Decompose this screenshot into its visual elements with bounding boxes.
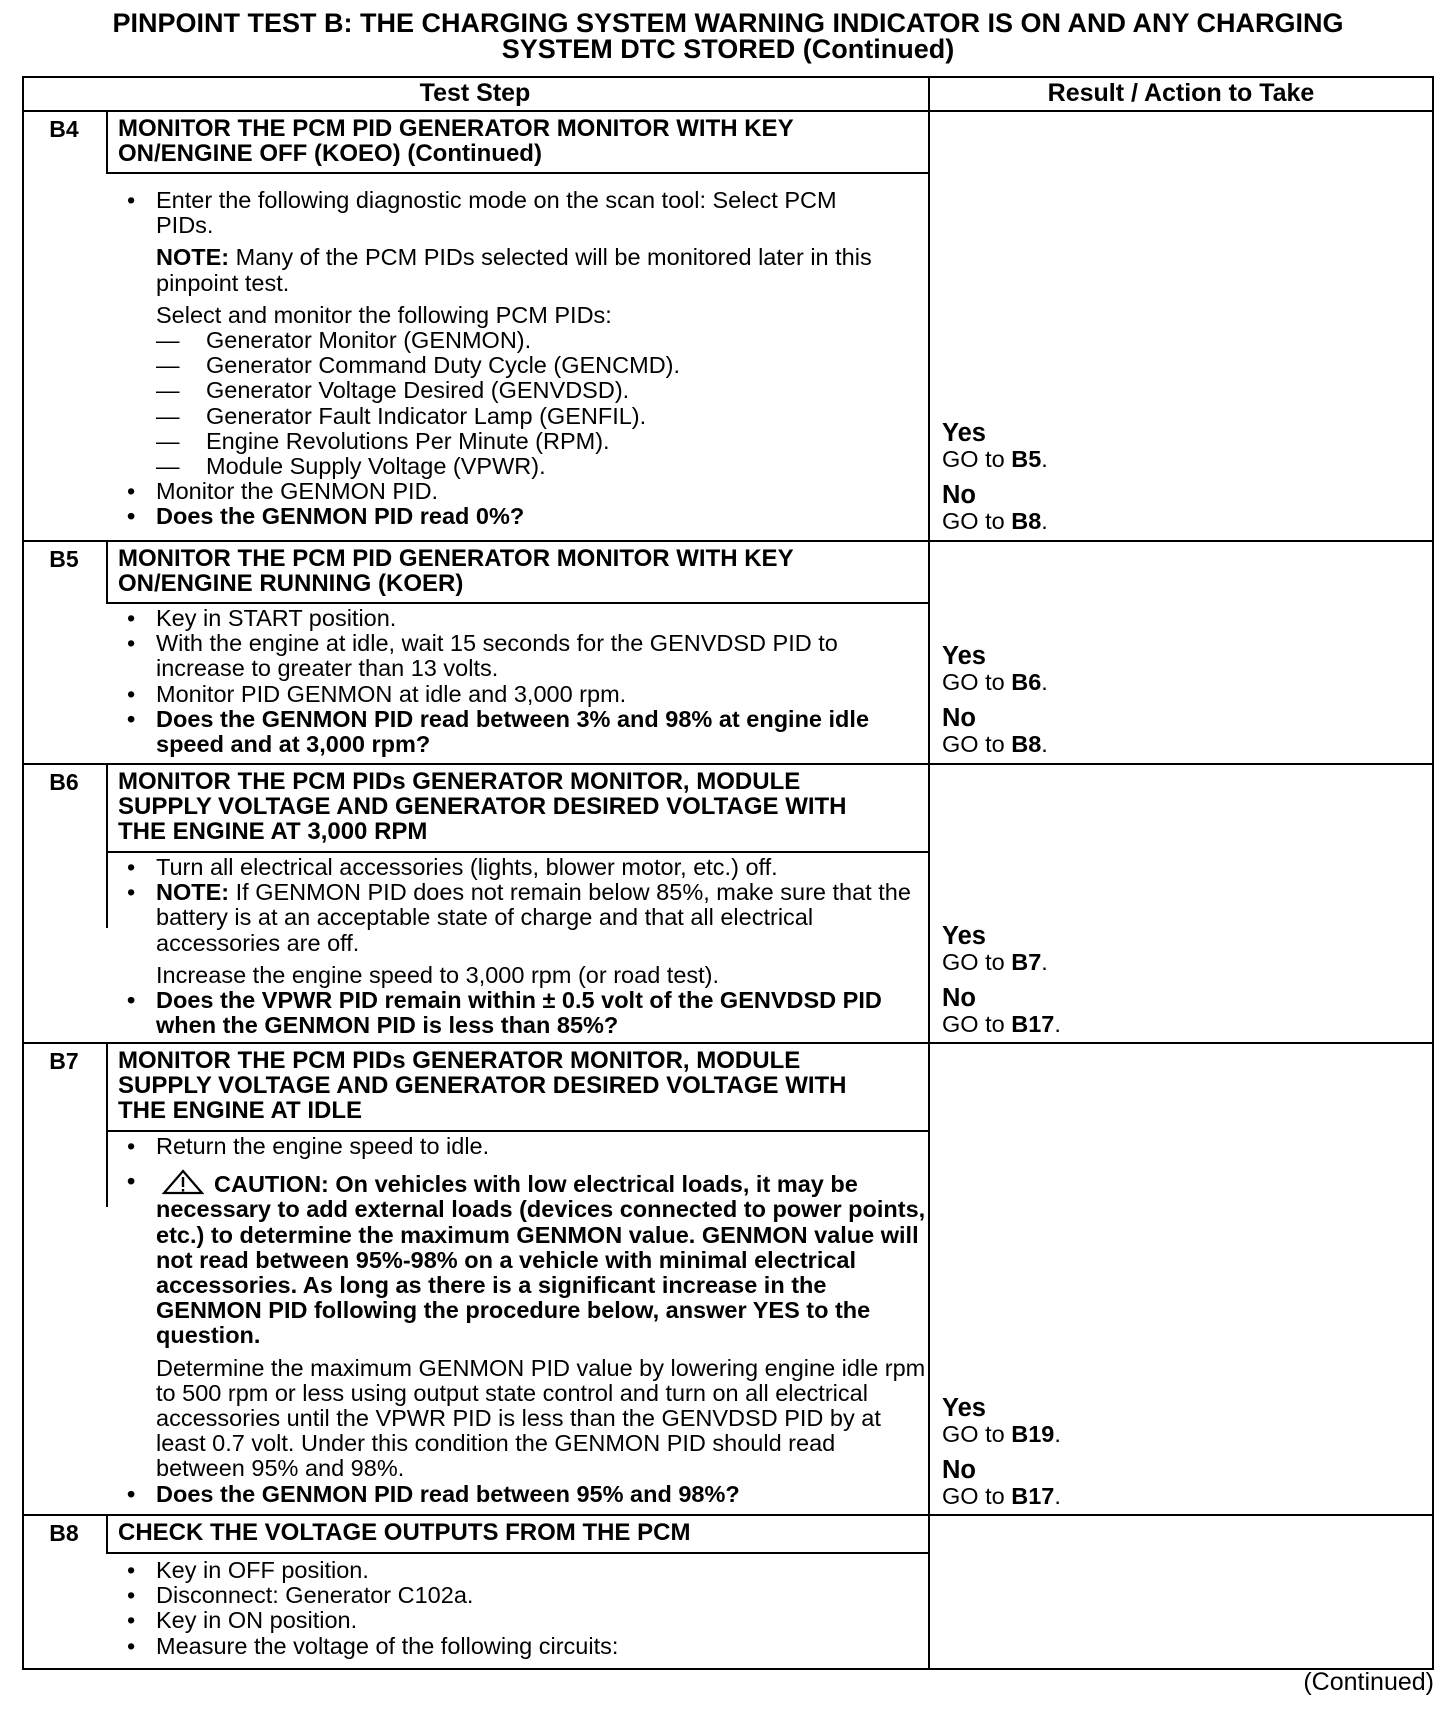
table-border-left: [22, 76, 24, 1670]
header-divider: [22, 110, 1434, 112]
pid-item: — Generator Monitor (GENMON).: [118, 328, 918, 353]
result-yes-label: Yes: [942, 419, 986, 447]
step-instruction: • Measure the voltage of the following circuits:: [118, 1634, 918, 1659]
pinpoint-test-table: [22, 76, 1434, 1670]
goto-step-link[interactable]: B19: [1011, 1421, 1055, 1447]
id-divider-b6: [106, 764, 108, 928]
step-instruction: • Key in ON position.: [118, 1608, 918, 1633]
pid-item: — Engine Revolutions Per Minute (RPM).: [118, 429, 918, 454]
row-divider-b7: [22, 1042, 1434, 1044]
goto-step-link[interactable]: B17: [1011, 1010, 1055, 1037]
step-question: • Does the VPWR PID remain within ± 0.5 volt of the GENVDSD PID when the GENMON PID is less than 85%?: [118, 988, 886, 1038]
step-body-b5: [118, 606, 918, 757]
result-no-action: GO to B17.: [942, 1482, 1061, 1509]
step-question: • Does the GENMON PID read between 95% and 98%?: [118, 1482, 918, 1507]
step-instruction: • Key in OFF position.: [118, 1558, 918, 1583]
id-divider-b8: [106, 1515, 108, 1553]
caution: [118, 1169, 926, 1348]
result-b7: [942, 1394, 1061, 1509]
step-instruction: • Monitor PID GENMON at idle and 3,000 rpm.: [118, 682, 918, 707]
pid-item: — Generator Voltage Desired (GENVDSD).: [118, 378, 918, 403]
page-title: [0, 10, 1456, 62]
title-line-1: PINPOINT TEST B: THE CHARGING SYSTEM WARNING INDICATOR IS ON AND ANY CHARGING: [112, 8, 1344, 38]
caution-triangle-icon: [162, 1169, 204, 1195]
step-instruction: • Key in START position.: [118, 606, 918, 631]
row-divider-b6: [22, 763, 1434, 765]
header-result-action: Result / Action to Take: [1047, 79, 1315, 107]
column-divider: [928, 76, 930, 1670]
note-text: If GENMON PID does not remain below 85%, make sure that the battery is at an acceptable state of charge and that all electrical accessories are off.: [156, 879, 911, 956]
pid-item: — Generator Fault Indicator Lamp (GENFIL).: [118, 404, 918, 429]
step-body-b6: [118, 855, 918, 1038]
step-body-b4: [118, 188, 918, 530]
title-underline-b4: [106, 172, 929, 174]
result-yes-label: Yes: [942, 642, 986, 670]
step-question: • Does the GENMON PID read 0%?: [118, 504, 918, 529]
result-no-action: GO to B8.: [942, 507, 1048, 534]
goto-step-link[interactable]: B8: [1011, 730, 1042, 757]
header-test-step: Test Step: [419, 79, 531, 107]
result-yes-action: GO to B7.: [942, 949, 1048, 975]
step-instruction: • Enter the following diagnostic mode on the scan tool: Select PCM PIDs.: [118, 188, 856, 238]
note-label: NOTE:: [156, 244, 230, 271]
title-underline-b6: [106, 851, 929, 853]
step-instruction: • Return the engine speed to idle.: [118, 1134, 918, 1159]
pid-item: — Module Supply Voltage (VPWR).: [118, 454, 918, 479]
result-no-label: No: [942, 983, 976, 1012]
result-b4: [942, 419, 1048, 534]
result-yes-label: Yes: [942, 1394, 986, 1422]
note: [118, 245, 916, 295]
row-divider-b5: [22, 540, 1434, 542]
step-id-b5: B5: [49, 546, 79, 572]
result-no-action: GO to B8.: [942, 730, 1048, 757]
step-instruction: Increase the engine speed to 3,000 rpm (or road test).: [156, 961, 720, 988]
goto-step-link[interactable]: B7: [1011, 949, 1042, 975]
id-divider-b7: [106, 1043, 108, 1207]
result-no-label: No: [942, 480, 976, 509]
result-yes-action: GO to B19.: [942, 1421, 1061, 1447]
step-title-b4: MONITOR THE PCM PID GENERATOR MONITOR WITH KEY ON/ENGINE OFF (KOEO) (Continued): [118, 115, 794, 167]
caution-label: CAUTION:: [214, 1171, 329, 1198]
result-b5: [942, 642, 1048, 757]
note: [118, 880, 936, 956]
title-line-2: SYSTEM DTC STORED (Continued): [501, 34, 955, 64]
step-title-b6: MONITOR THE PCM PIDs GENERATOR MONITOR, MODULE SUPPLY VOLTAGE AND GENERATOR DESIRED VOLTAGE WITH THE ENGINE AT 3,000 RPM: [118, 768, 847, 845]
table-border-right: [1432, 76, 1434, 1670]
id-divider-b5: [106, 541, 108, 603]
result-yes-action: GO to B5.: [942, 446, 1048, 472]
result-yes-action: GO to B6.: [942, 669, 1048, 695]
result-no-action: GO to B17.: [942, 1010, 1061, 1037]
step-title-b8: CHECK THE VOLTAGE OUTPUTS FROM THE PCM: [118, 1519, 691, 1546]
step-id-b6: B6: [49, 769, 79, 795]
id-divider-b4: [106, 111, 108, 173]
title-underline-b5: [106, 602, 929, 604]
result-no-label: No: [942, 1455, 976, 1484]
goto-step-link[interactable]: B6: [1011, 669, 1042, 695]
step-question: • Does the GENMON PID read between 3% and 98% at engine idle speed and at 3,000 rpm?: [118, 707, 936, 757]
step-instruction: • With the engine at idle, wait 15 seconds for the GENVDSD PID to increase to greater than 13 volts.: [118, 631, 916, 681]
note-label: NOTE:: [156, 879, 230, 906]
goto-step-link[interactable]: B8: [1011, 507, 1042, 534]
step-instruction: • Monitor the GENMON PID.: [118, 479, 918, 504]
pid-item: — Generator Command Duty Cycle (GENCMD).: [118, 353, 918, 378]
result-b6: [942, 922, 1061, 1037]
step-instruction: • Disconnect: Generator C102a.: [118, 1583, 918, 1608]
select-pids-text: Select and monitor the following PCM PIDs:: [156, 301, 612, 328]
step-instruction: Determine the maximum GENMON PID value by lowering engine idle rpm to 500 rpm or less using output state control and turn on all electrical accessories until the VPWR PID is less than the GENVDSD PID by at least 0.7 volt. Under this condition the GENMON PID should read between 95% and 98%.: [156, 1354, 926, 1482]
step-id-b7: B7: [49, 1048, 79, 1074]
continued-footer: (Continued): [1303, 1668, 1434, 1696]
step-title-b7: MONITOR THE PCM PIDs GENERATOR MONITOR, MODULE SUPPLY VOLTAGE AND GENERATOR DESIRED VOLTAGE WITH THE ENGINE AT IDLE: [118, 1047, 847, 1124]
result-yes-label: Yes: [942, 922, 986, 950]
table-border-bottom: [22, 1668, 1434, 1670]
step-id-b8: B8: [49, 1520, 79, 1546]
step-body-b7: [118, 1133, 926, 1507]
title-underline-b7: [106, 1130, 929, 1132]
step-title-b5: MONITOR THE PCM PID GENERATOR MONITOR WITH KEY ON/ENGINE RUNNING (KOER): [118, 545, 794, 597]
result-no-label: No: [942, 703, 976, 732]
title-underline-b8: [106, 1552, 929, 1554]
step-instruction: • Turn all electrical accessories (lights, blower motor, etc.) off.: [118, 855, 918, 880]
goto-step-link[interactable]: B17: [1011, 1482, 1055, 1509]
note-text: Many of the PCM PIDs selected will be monitored later in this pinpoint test.: [156, 244, 872, 296]
row-divider-b8: [22, 1514, 1434, 1516]
step-id-b4: B4: [49, 116, 79, 142]
goto-step-link[interactable]: B5: [1011, 446, 1042, 472]
step-body-b8: [118, 1558, 918, 1659]
caution-text: On vehicles with low electrical loads, it may be necessary to add external loads (devices connected to power points, etc.) to determine the maximum GENMON value. GENMON value will not read between 95%-98% on a vehicle with minimal electrical accessories. As long as there is a significant increase in the GENMON PID following the procedure below, answer YES to the question.: [156, 1171, 926, 1349]
